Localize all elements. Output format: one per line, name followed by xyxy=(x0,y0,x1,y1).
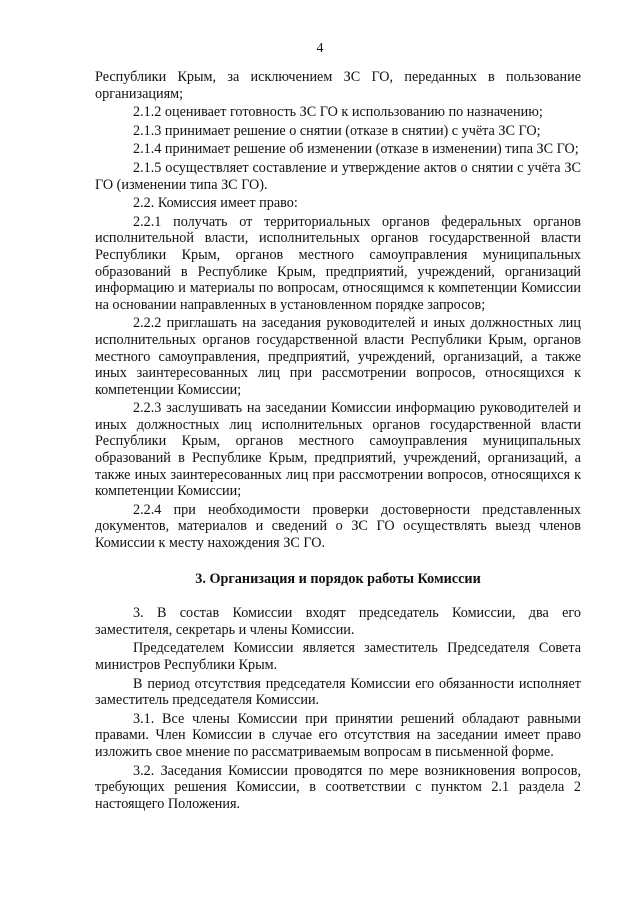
paragraph-3: 3. В состав Комиссии входят председатель Комиссии, два его заместителя, секретарь и члены Комиссии. xyxy=(95,605,581,638)
paragraph-2-2-1: 2.2.1 получать от территориальных органов федеральных органов исполнительной власти, исполнительных органов государственной власти Республики Крым, органов местного самоуправления муниципальных образований в Республике Крым, предприятий, учреждений, организаций информацию и материалы по вопросам, относящимся к компетенции Комиссии на основании направленных в установленном порядке запросов; xyxy=(95,213,581,313)
paragraph-absence: В период отсутствия председателя Комиссии его обязанности исполняет заместитель председателя Комиссии. xyxy=(95,675,581,709)
page-number: 4 xyxy=(316,41,324,56)
paragraph-2-2-2: 2.2.2 приглашать на заседания руководителей и иных должностных лиц исполнительных органов государственной власти Республики Крым, органов местного самоуправления, предприятий, учреждений, организаций, а также иных заинтересованных лиц при рассмотрении вопросов, относящихся к компетенции Комиссии; xyxy=(95,315,581,398)
paragraph-2-2-3: 2.2.3 заслушивать на заседании Комиссии информацию руководителей и иных должностных лиц исполнительных органов государственной власти Республики Крым, органов местного самоуправления муниципальных образований в Республике Крым, предприятий, учреждений, организаций, а также иных заинтересованных лиц при рассмотрении вопросов, относящихся к компетенции Комиссии; xyxy=(95,400,581,500)
paragraph-continuation: Республики Крым, за исключением ЗС ГО, переданных в пользование организациям; xyxy=(95,69,581,102)
paragraph-2-2-4: 2.2.4 при необходимости проверки достоверности представленных документов, материалов и сведений о ЗС ГО осуществлять выезд членов Комиссии к месту нахождения ЗС ГО. xyxy=(95,501,581,552)
paragraph-2-1-5: 2.1.5 осуществляет составление и утверждение актов о снятии с учёта ЗС ГО (изменении типа ЗС ГО). xyxy=(95,159,581,193)
paragraph-3-2: 3.2. Заседания Комиссии проводятся по мере возникновения вопросов, требующих решения Комиссии, в соответствии с пунктом 2.1 раздела 2 настоящего Положения. xyxy=(95,762,581,812)
paragraph-2-1-4: 2.1.4 принимает решение об изменении (отказе в изменении) типа ЗС ГО; xyxy=(133,141,579,158)
paragraph-2-1-3: 2.1.3 принимает решение о снятии (отказе в снятии) с учёта ЗС ГО; xyxy=(133,122,541,139)
paragraph-3-1: 3.1. Все члены Комиссии при принятии решений обладают равными правами. Член Комиссии в случае его отсутствия на заседании имеет право изложить свое мнение по рассматриваемым вопросам в письменной форме. xyxy=(95,710,581,760)
document-body xyxy=(95,69,581,814)
paragraph-2-2: 2.2. Комиссия имеет право: xyxy=(133,195,298,212)
paragraph-chairman: Председателем Комиссии является заместитель Председателя Совета министров Республики Крым. xyxy=(95,640,581,673)
paragraph-2-1-2: 2.1.2 оценивает готовность ЗС ГО к использованию по назначению; xyxy=(133,104,543,121)
section-heading: 3. Организация и порядок работы Комиссии xyxy=(195,570,481,587)
